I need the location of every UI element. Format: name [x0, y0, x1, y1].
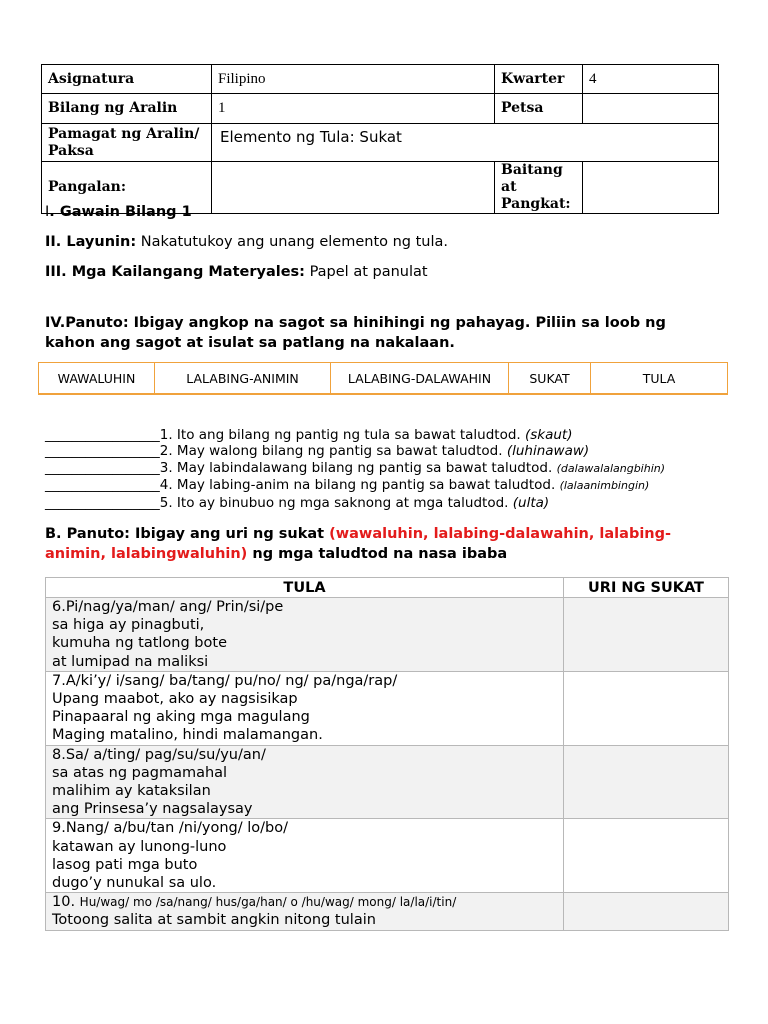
layunin-line	[45, 234, 448, 250]
answer-cell[interactable]	[564, 671, 729, 745]
pamagat-label-line-1: Pamagat ng Aralin/	[48, 125, 200, 142]
answer-blank[interactable]: _________________	[45, 427, 160, 443]
poem-line: Maging matalino, hindi malamangan.	[52, 727, 323, 744]
layunin-label: II. Layunin:	[45, 234, 137, 250]
question-text: 3. May labindalawang bilang ng pantig sa bawat taludtod.	[159, 459, 557, 476]
pamagat-value: Elemento ng Tula: Sukat	[212, 124, 719, 162]
panuto-b-options-1: (wawaluhin, lalabing-dalawahin, lalabing-	[329, 526, 672, 542]
table-row	[46, 598, 729, 672]
question-list	[45, 427, 665, 511]
panuto-b-line-1	[45, 524, 671, 544]
layunin-text: Nakatutukoy ang unang elemento ng tula.	[136, 234, 449, 250]
poem-cell	[46, 671, 564, 745]
poem-line: Totoong salita at sambit angkin nitong tulain	[52, 912, 376, 929]
question-hint: (dalawalalangbihin)	[556, 461, 666, 475]
poem-line: Upang maabot, ako ay nagsisikap	[52, 691, 298, 708]
question-text: 2. May walong bilang ng pantig sa bawat taludtod.	[159, 443, 507, 460]
kwarter-value: 4	[583, 65, 719, 94]
poem-line: sa higa ay pinagbuti,	[52, 617, 205, 634]
column-header-uri-ng-sukat: URI NG SUKAT	[564, 578, 729, 598]
list-item	[45, 443, 665, 459]
poem-line: kumuha ng tatlong bote	[52, 635, 227, 652]
list-item	[45, 460, 665, 477]
pamagat-label	[42, 124, 212, 162]
question-hint: (skaut)	[524, 427, 573, 443]
list-item	[45, 477, 665, 494]
poem-line	[52, 893, 563, 911]
table-row	[46, 671, 729, 745]
poem-line: ang Prinsesa’y nagsalaysay	[52, 801, 253, 818]
poem-line: sa atas ng pagmamahal	[52, 764, 228, 781]
panuto-b-line-2	[45, 544, 671, 564]
word-box-item: SUKAT	[509, 363, 591, 395]
question-text: 4. May labing-anim na bilang ng pantig sa bawat taludtod.	[159, 477, 560, 494]
answer-blank[interactable]: _________________	[45, 494, 160, 511]
petsa-value[interactable]	[583, 94, 719, 124]
poem-line: 6.Pi/nag/ya/man/ ang/ Prin/si/pe	[52, 599, 284, 615]
pangalan-field[interactable]	[212, 162, 495, 214]
baitang-label	[495, 162, 583, 214]
answer-blank[interactable]: _________________	[45, 443, 160, 460]
poem-line: 8.Sa/ a/ting/ pag/su/su/yu/an/	[52, 746, 266, 763]
materyales-label: III. Mga Kailangang Materyales:	[45, 264, 305, 280]
question-text: 1. Ito ang bilang ng pantig ng tula sa bawat taludtod.	[159, 427, 525, 443]
kwarter-label: Kwarter	[495, 65, 583, 94]
petsa-label: Petsa	[495, 94, 583, 124]
answer-cell[interactable]	[564, 819, 729, 893]
asignatura-value: Filipino	[212, 65, 495, 94]
question-hint: (lalaanimbingin)	[559, 479, 650, 493]
aralin-value: 1	[212, 94, 495, 124]
question-hint: (ulta)	[512, 494, 550, 511]
table-row	[46, 893, 729, 930]
info-table	[41, 64, 719, 214]
baitang-label-line-1: Baitang at	[501, 162, 563, 195]
answer-blank[interactable]: _________________	[45, 477, 160, 494]
poem-cell	[46, 893, 564, 930]
poem-line: 7.A/ki’y/ i/sang/ ba/tang/ pu/no/ ng/ pa/nga/rap/	[52, 672, 398, 689]
materyales-line	[45, 264, 428, 280]
poem-line: malihim ay kataksilan	[52, 783, 211, 800]
poem-line: at lumipad na maliksi	[52, 653, 209, 670]
word-box-item: WAWALUHIN	[39, 363, 155, 395]
asignatura-label: Asignatura	[42, 65, 212, 94]
list-item	[45, 495, 665, 511]
poem-line: 9.Nang/ a/bu/tan /ni/yong/ lo/bo/	[52, 820, 288, 837]
poem-line: Pinapaaral ng aking mga magulang	[52, 709, 310, 726]
column-header-tula: TULA	[46, 578, 564, 598]
list-item	[45, 427, 665, 443]
poem-cell	[46, 598, 564, 672]
answer-cell[interactable]	[564, 745, 729, 819]
panuto-a	[45, 313, 666, 353]
materyales-text: Papel at panulat	[304, 264, 428, 280]
panuto-b-options-2: animin, lalabingwaluhin)	[45, 546, 248, 562]
gawain-heading	[45, 204, 192, 220]
poem-line-small: Hu/wag/ mo /sa/nang/ hus/ga/han/ o /hu/wag/ mong/ la/la/i/tin/	[79, 895, 457, 910]
panuto-b	[45, 524, 671, 564]
question-hint: (luhinawaw)	[506, 443, 590, 460]
word-box-item: LALABING-DALAWAHIN	[331, 363, 509, 395]
table-row	[46, 745, 729, 819]
pangalan-label: Pangalan:	[42, 162, 212, 214]
baitang-field[interactable]	[583, 162, 719, 214]
panuto-a-line-2: kahon ang sagot at isulat sa patlang na nakalaan.	[45, 335, 455, 351]
gawain-prefix: I	[45, 204, 50, 220]
poem-cell	[46, 745, 564, 819]
answer-cell[interactable]	[564, 598, 729, 672]
answer-blank[interactable]: _________________	[45, 459, 160, 476]
poem-cell	[46, 819, 564, 893]
gawain-text: . Gawain Bilang 1	[49, 204, 192, 220]
word-box-item: LALABING-ANIMIN	[155, 363, 331, 395]
baitang-label-line-2: Pangkat:	[501, 196, 571, 212]
poem-table	[45, 577, 729, 931]
aralin-label: Bilang ng Aralin	[42, 94, 212, 124]
table-row	[46, 819, 729, 893]
answer-cell[interactable]	[564, 893, 729, 930]
panuto-b-text-2: ng mga taludtod na nasa ibaba	[247, 546, 508, 562]
poem-line: katawan ay lunong-luno	[52, 838, 227, 855]
poem-line: dugo’y nunukal sa ulo.	[52, 875, 217, 892]
pamagat-label-line-2: Paksa	[48, 142, 94, 159]
question-text: 5. Ito ay binubuo ng mga saknong at mga taludtod.	[159, 494, 513, 511]
word-box	[38, 362, 728, 395]
word-box-item: TULA	[591, 363, 728, 395]
panuto-a-line-1: IV.Panuto: Ibigay angkop na sagot sa hinihingi ng pahayag. Piliin sa loob ng	[45, 315, 666, 331]
item-number: 10.	[52, 894, 80, 911]
panuto-b-text-1: B. Panuto: Ibigay ang uri ng sukat	[45, 526, 330, 542]
poem-line: lasog pati mga buto	[52, 856, 198, 873]
